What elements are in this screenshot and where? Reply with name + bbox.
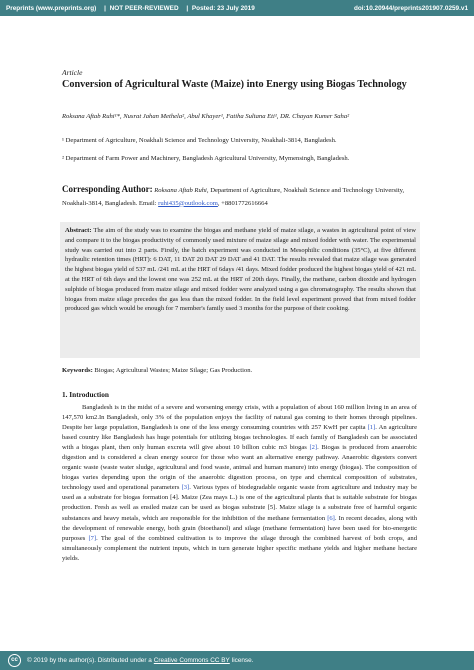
article-type-label: Article — [62, 68, 83, 77]
license-link[interactable]: Creative Commons CC BY — [153, 657, 230, 664]
corresponding-details: Department of Agriculture, Noakhali Science and Technology University, Noakhali-3814, Bangladesh. Email: — [62, 187, 405, 207]
journal-name[interactable]: Preprints (www.preprints.org) — [6, 4, 97, 12]
header-left: Preprints (www.preprints.org) | NOT PEER-REVIEWED | Posted: 23 July 2019 — [6, 4, 255, 12]
corresponding-author-block — [62, 183, 417, 210]
introduction-paragraph — [62, 403, 417, 564]
affiliation-2: ² Department of Farm Power and Machinery, Bangladesh Agricultural University, Mymensingh, Bangladesh. — [62, 155, 350, 162]
corresponding-phone: , +8801772616664 — [217, 199, 268, 207]
license-text-post: license. — [231, 657, 254, 664]
review-status: NOT PEER-REVIEWED — [109, 4, 179, 12]
cc-icon: cc — [8, 654, 21, 667]
abstract-label: Abstract: — [65, 227, 92, 234]
section-heading-introduction: 1. Introduction — [62, 390, 109, 399]
posted-date: Posted: 23 July 2019 — [191, 4, 255, 12]
intro-text-4: . Various types of biodegradable organic waste from agriculture and industry may be used as a substrate for biogas formation [4]. Maize (Zea mays L.) is one of the agricultural plants that is suitable substrate for biogas production. Fresh as well as ensiled maize can be used as biogas substrate [5]. Maize silage is a substrate free of harmful organic substances and heavy metals, which are responsible for the inhibition of the methane fermentation — [62, 484, 417, 522]
citation-link-2[interactable]: [2] — [309, 444, 318, 452]
preprint-header-bar — [0, 0, 474, 16]
license-footer — [0, 651, 474, 670]
intro-text-1: Bangladesh is in the midst of a severe and worsening energy crisis, with a population of about 160 million living in an area of 147,570 km2.In Bangladesh, only 3% of the population enjoys the facility of natural gas coming to their homes through pipelines. Despite her large population, Bangladesh is one of the less energy consuming countries with 257 KwH per capita — [62, 404, 417, 432]
paper-title: Conversion of Agricultural Waste (Maize) into Energy using Biogas Technology — [62, 79, 407, 90]
affiliation-1: ¹ Department of Agriculture, Noakhali Science and Technology University, Noakhali-3814, Bangladesh. — [62, 137, 337, 144]
doi-link[interactable]: doi:10.20944/preprints201907.0259.v1 — [353, 4, 468, 12]
citation-link-7[interactable]: [7] — [88, 534, 97, 542]
intro-text-3: . Biogas is produced from anaerobic digestion and is considered a clean energy source for those who want an alternative energy pathway. Anaerobic digesters convert organic waste (waste water sludge, agricultural and food waste, animal and human manure) into energy (biogas). The composition of biogas varies depending upon the origin of the anaerobic digestion process, on type and chemical composition of substrates, technology used and operational parameters — [62, 444, 417, 492]
abstract-box — [60, 222, 420, 358]
intro-text-5: . In recent decades, along with the development of renewable energy, both grain (bioethanol) and silage (methane fermentation) have been used for bio-energetic purposes — [62, 514, 417, 542]
keywords-label: Keywords: — [62, 367, 93, 374]
citation-link-1[interactable]: [1] — [367, 424, 376, 432]
citation-link-6[interactable]: [6] — [327, 514, 335, 522]
author-list: Roksana Aftab Ruhi¹*, Nusrat Jahan Methela², Abul Khayer¹, Fatiha Sultana Eti¹, DR. Chayan Kumer Saha² — [62, 113, 350, 120]
keywords-text: Biogas; Agricultural Wastes; Maize Silage; Gas Production. — [92, 367, 253, 374]
intro-text-6: . The goal of the combined cultivation is to improve the silage through the combined harvest of both crops, and simultaneously complement the nutrient inputs, which in turn generate higher specific methane yields and higher methane hectare yields. — [62, 534, 417, 562]
intro-text-2: . An agriculture based country like Bangladesh has huge potentials for utilizing biogas technologies. If each family of Bangladesh can be associated with a biogas plant, then only human excreta will give about 10 billion cubic m3 biogas — [62, 424, 418, 452]
corresponding-email-link[interactable]: ruhi435@outlook.com — [158, 199, 218, 207]
corresponding-name: Roksana Aftab Ruhi, — [154, 187, 209, 194]
abstract-text: The aim of the study was to examine the biogas and methane yield of maize silage, a wastes in agricultural point of view and compare it to the biogas productivity of commonly used mixture of maize silage and mixed fodder with water. The experimental study was carried out into 2 parts. Firstly, the batch experiment was conducted in Mesophilic conditions (35°C), at five different hydraulic retention times (HRT): 6 DAT, 11 DAT 20 DAT 29 DAT and 41 DAT. The results revealed that maize silage was generated the highest biogas yield of 537 mL /241 mL at the HRT of 6days /41 days. Mixed fodder produced the highest biogas yield of 421 mL at the HRT of 6th days and the lowest one was 252 mL at the HRT of 20th days. Finally, the methane, carbon dioxide and hydrogen sulphide of biogas produced from maize silage and mixed fodder were analyzed using a gas chromatography. The results shown that biogas from maize silage precedes the gas less than the mixed fodder. In the field level experiment proved that from mixed fodder produced gas which would be enough for 7 member's family used 3 months for the purpose of their cooking. — [65, 227, 416, 313]
citation-link-3[interactable]: [3] — [181, 484, 190, 492]
corresponding-heading: Corresponding Author: — [62, 184, 153, 194]
keywords-line — [62, 367, 422, 374]
license-text-pre: © 2019 by the author(s). Distributed under a — [27, 657, 152, 664]
